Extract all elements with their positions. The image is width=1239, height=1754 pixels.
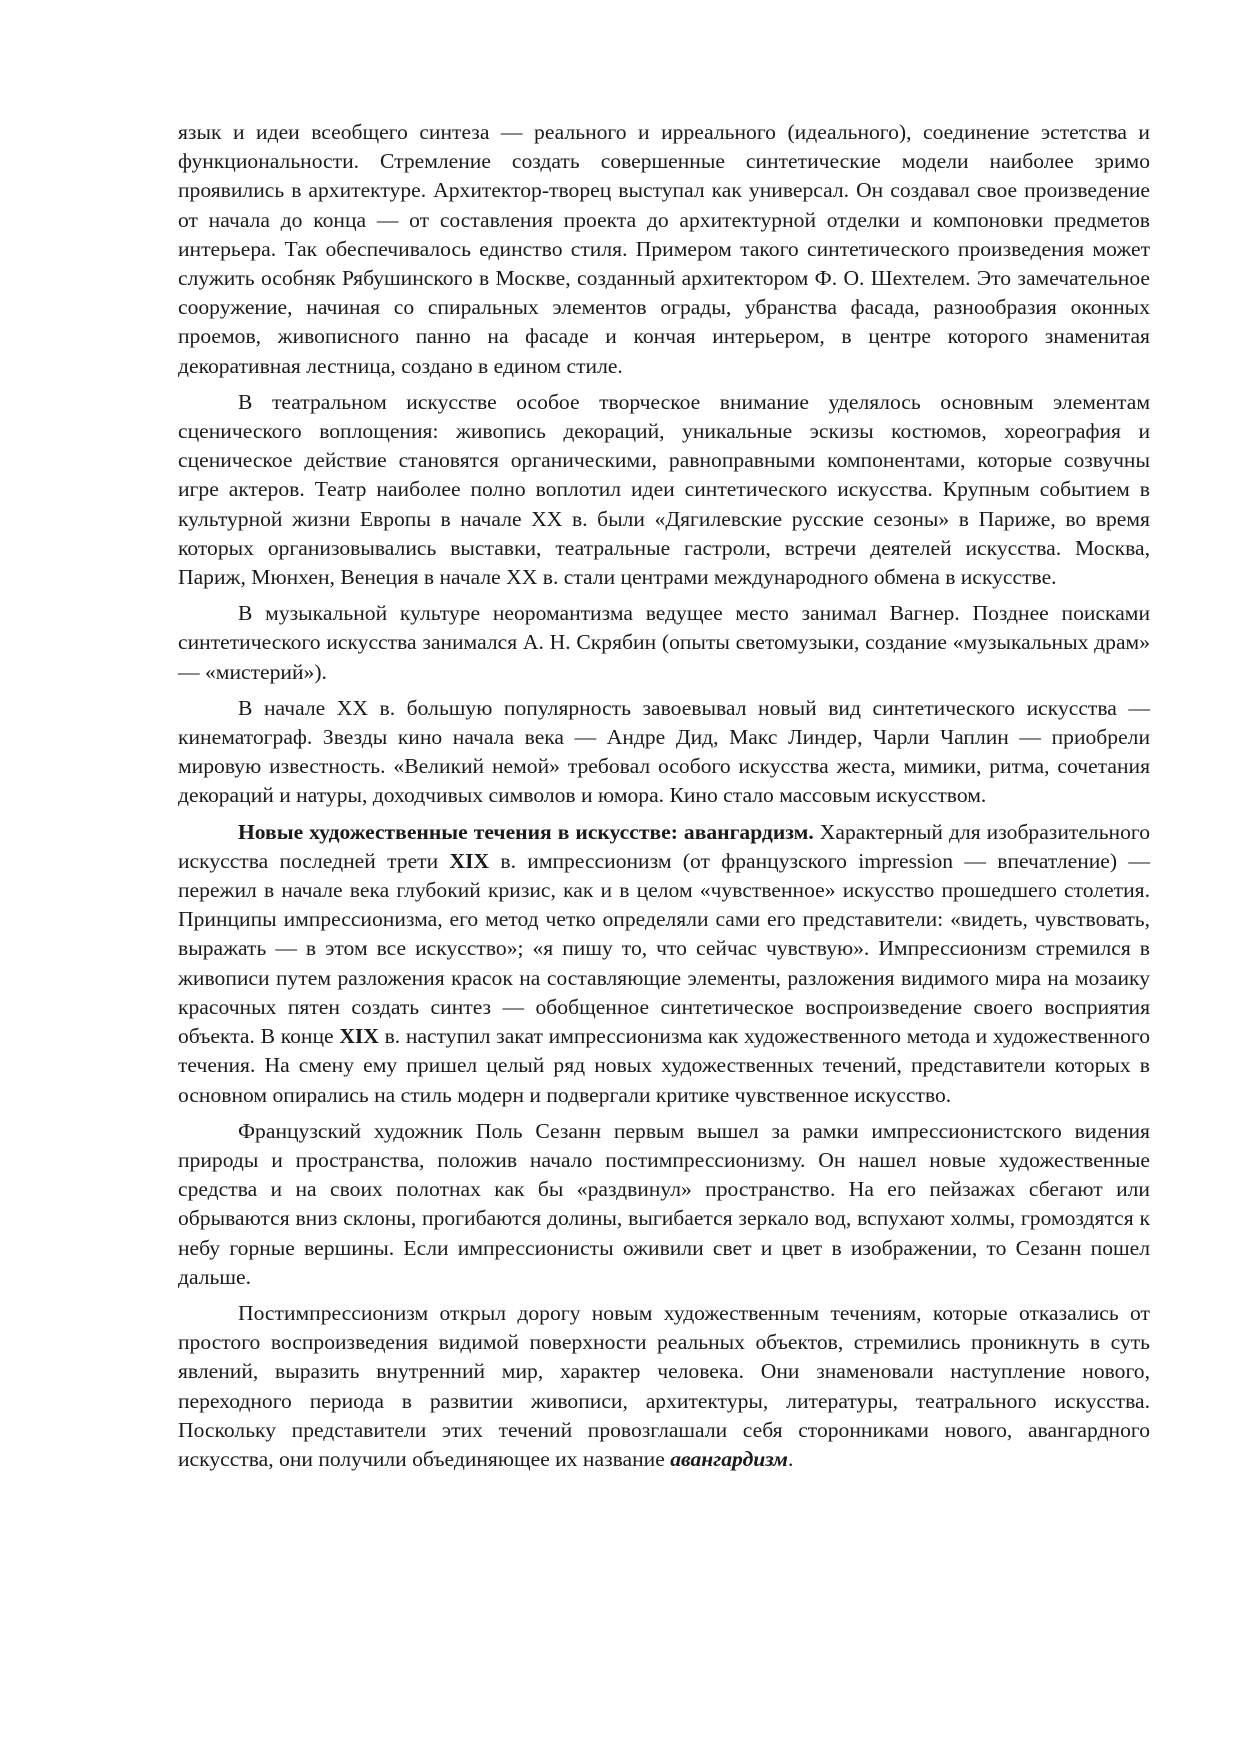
paragraph-text: Французский художник Поль Сезанн первым вышел за рамки импрессионистского видения природы и пространства, положив начало постимпрессионизму. Он нашел новые художественные средства и на своих полотнах как бы «раздвинул» пространство. На его пейзажах сбегают или обрываются вниз склоны, прогибаются долины, выгибается зеркало вод, вспухают холмы, громоздятся к небу горные вершины. Если импрессионисты оживили свет и цвет в изображении, то Сезанн пошел дальше.	[178, 1118, 1150, 1289]
paragraph-text: Постимпрессионизм открыл дорогу новым художественным течениям, которые отказались от простого воспроизведения видимой поверхности реальных объектов, стремились проникнуть в суть явлений, выразить внутренний мир, характер человека. Они знаменовали наступление нового, переходного периода в развитии живописи, архитектуры, литературы, театрального искусства. Поскольку представители этих течений провозглашали себя сторонниками нового, авангардного искусства, они получили объединяющее их название	[178, 1300, 1150, 1471]
paragraph-theatre	[178, 388, 1150, 592]
paragraph-text: в. импрессионизм (от французского impression — впечатление) — пережил в начале века глубокий кризис, как и в целом «чувственное» искусство прошедшего столетия. Принципы импрессионизма, его метод четко определяли сами его представители: «видеть, чувствовать, выражать — в этом все искусство»; «я пишу то, что сейчас чувствую». Импрессионизм стремился в живописи путем разложения красок на составляющие элементы, разложения видимого мира на мозаику красочных пятен создать синтез — обобщенное синтетическое воспроизведение своего восприятия объекта. В конце	[178, 848, 1150, 1049]
paragraph-cinema	[178, 694, 1150, 811]
paragraph-text: В музыкальной культуре неоромантизма ведущее место занимал Вагнер. Позднее поисками синтетического искусства занимался А. Н. Скрябин (опыты светомузыки, создание «музыкальных драм» — «мистерий»).	[178, 601, 1150, 684]
paragraph-text: Характерный для изобразительного искусства последней трети	[178, 819, 1151, 873]
paragraph-text: .	[787, 1446, 794, 1471]
paragraph-text: В начале XX в. большую популярность завоевывал новый вид синтетического искусства — кинематограф. Звезды кино начала века — Андре Дид, Макс Линдер, Чарли Чаплин — приобрели мировую известность. «Великий немой» требовал особого искусства жеста, мимики, ритма, сочетания декораций и натуры, доходчивых символов и юмора. Кино стало массовым искусством.	[178, 695, 1150, 808]
document-page	[178, 118, 1150, 1474]
paragraph-cezanne	[178, 1117, 1150, 1292]
paragraph-text: в. наступил закат импрессионизма как художественного метода и художественного течения. На смену ему пришел целый ряд новых художественных течений, представители которых в основном опирались на стиль модерн и подвергали критике чувственное искусство.	[178, 1024, 1151, 1107]
term-avant-garde: авангардизм	[670, 1446, 788, 1471]
century-numeral: XIX	[339, 1024, 379, 1049]
paragraph-text: язык и идеи всеобщего синтеза — реального и ирреального (идеального), соединение эстетства и функциональности. Стремление создать совершенные синтетические модели наиболее зримо проявились в архитектуре. Архитектор-творец выступал как универсал. Он создавал свое произведение от начала до конца — от составления проекта до архитектурной отделки и компоновки предметов интерьера. Так обеспечивалось единство стиля. Примером такого синтетического произведения может служить особняк Рябушинского в Москве, созданный архитектором Ф. О. Шехтелем. Это замечательное сооружение, начиная со спиральных элементов ограды, убранства фасада, разнообразия оконных проемов, живописного панно на фасаде и кончая интерьером, в центре которого знаменитая декоративная лестница, создано в едином стиле.	[178, 120, 1150, 378]
century-numeral: XIX	[449, 848, 490, 873]
paragraph-music	[178, 599, 1150, 687]
paragraph-post-impressionism	[178, 1299, 1150, 1474]
section-heading: Новые художественные течения в искусстве: авангардизм.	[238, 819, 814, 844]
paragraph-text: В театральном искусстве особое творческое внимание уделялось основным элементам сценического воплощения: живопись декораций, уникальные эскизы костюмов, хореография и сценическое действие становятся органическими, равноправными компонентами, которые созвучны игре актеров. Театр наиболее полно воплотил идеи синтетического искусства. Крупным событием в культурной жизни Европы в начале XX в. были «Дягилевские русские сезоны» в Париже, во время которых организовывались выставки, театральные гастроли, встречи деятелей искусства. Москва, Париж, Мюнхен, Венеция в начале XX в. стали центрами международного обмена в искусстве.	[178, 389, 1150, 590]
paragraph-avant-garde-heading	[178, 818, 1150, 1110]
paragraph-synthesis-architecture	[178, 118, 1150, 381]
